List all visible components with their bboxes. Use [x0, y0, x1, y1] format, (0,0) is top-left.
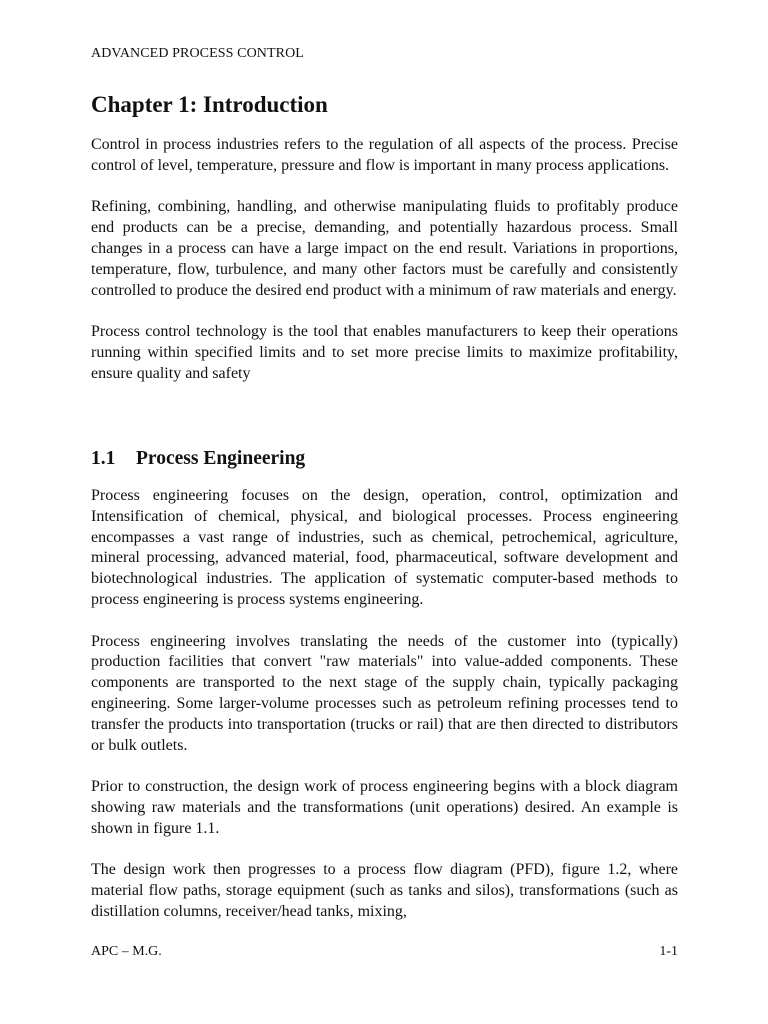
- footer-author: APC – M.G.: [91, 944, 162, 959]
- running-header: ADVANCED PROCESS CONTROL: [91, 46, 304, 61]
- section-number: 1.1: [91, 448, 116, 469]
- document-page: [91, 0, 678, 1024]
- section-paragraph-2: Process engineering involves translating the needs of the customer into (typically) production facilities that convert "raw materials" into value-added components. These components are transported to the next stage of the supply chain, typically packaging engineering. Some larger-volume processes such as petroleum refining processes tend to transfer the products into transportation (trucks or rail) that are then directed to distributors or bulk outlets.: [91, 632, 678, 754]
- section-title: Process Engineering: [136, 448, 306, 469]
- process-engineering-section: [91, 486, 678, 923]
- section-heading: [91, 448, 305, 470]
- chapter-title: Chapter 1: Introduction: [91, 92, 328, 117]
- section-paragraph-1: Process engineering focuses on the design, operation, control, optimization and Intensification of chemical, physical, and biological processes. Process engineering encompasses a vast range of industries, such as chemical, petrochemical, agriculture, mineral processing, advanced material, food, pharmaceutical, software development and biotechnological industries. The application of systematic computer-based methods to process engineering is process systems engineering.: [91, 487, 678, 608]
- section-paragraph-3: Prior to construction, the design work of process engineering begins with a block diagram showing raw materials and the transformations (unit operations) desired. An example is shown in figure 1.1.: [91, 778, 678, 837]
- intro-section: [91, 135, 678, 385]
- intro-paragraph-1: Control in process industries refers to the regulation of all aspects of the process. Precise control of level, temperature, pressure and flow is important in many process applications.: [91, 136, 678, 174]
- footer-page-number: 1-1: [659, 944, 678, 959]
- section-paragraph-4: The design work then progresses to a process flow diagram (PFD), figure 1.2, where material flow paths, storage equipment (such as tanks and silos), transformations (such as distillation columns, receiver/head tanks, mixing,: [91, 861, 678, 920]
- intro-paragraph-2: Refining, combining, handling, and otherwise manipulating fluids to profitably produce end products can be a precise, demanding, and potentially hazardous process. Small changes in a process can have a large impact on the end result. Variations in proportions, temperature, flow, turbulence, and many other factors must be carefully and consistently controlled to produce the desired end product with a minimum of raw materials and energy.: [91, 198, 678, 299]
- intro-paragraph-3: Process control technology is the tool that enables manufacturers to keep their operations running within specified limits and to set more precise limits to maximize profitability, ensure quality and safety: [91, 323, 678, 382]
